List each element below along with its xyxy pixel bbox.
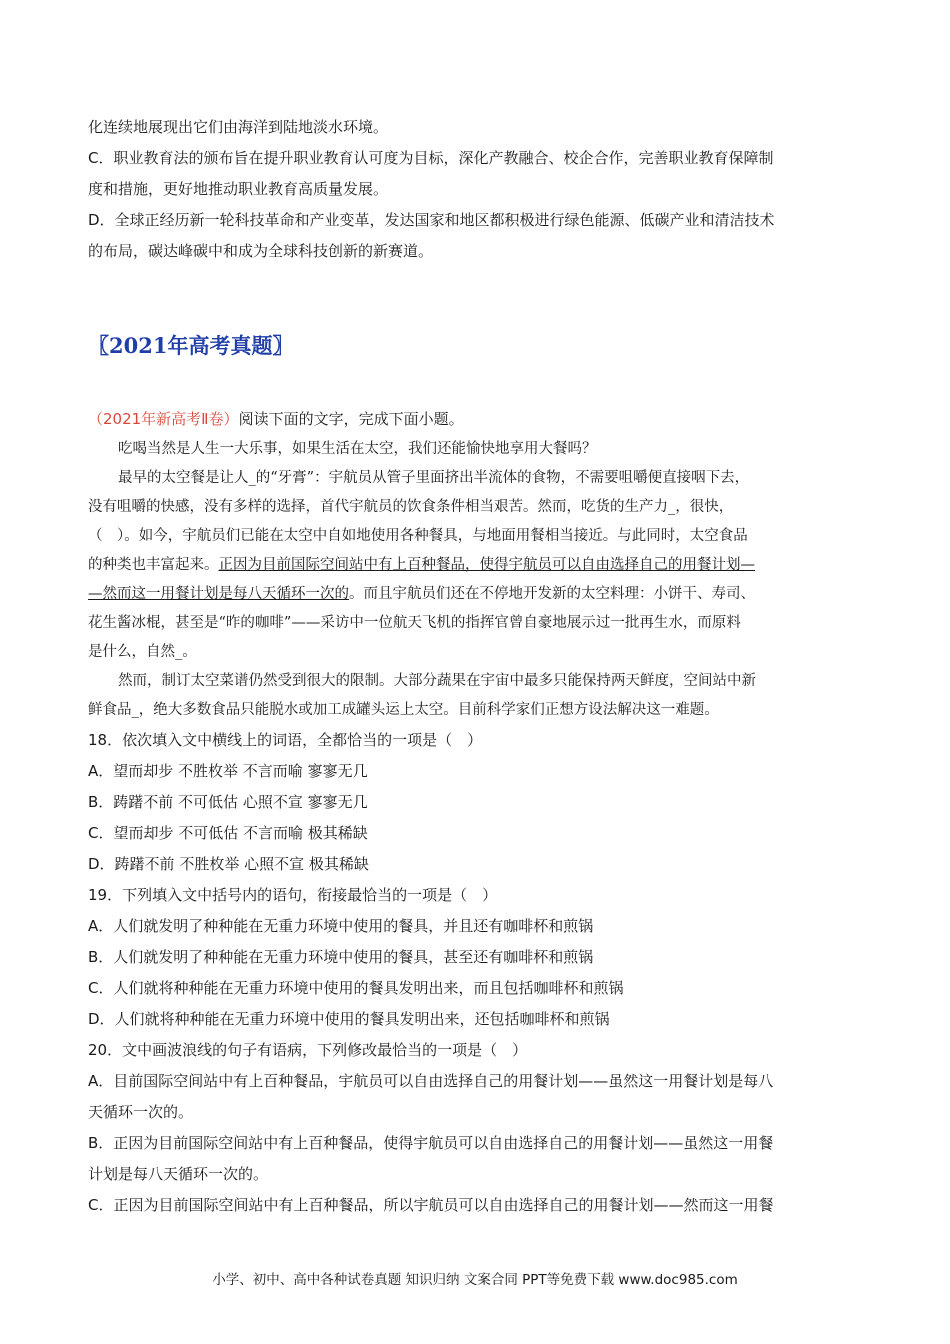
option-c-line1: C．职业教育法的颁布旨在提升职业教育认可度为目标，深化产教融合、校企合作，完善职业教育保障制: [88, 149, 774, 167]
option-d-line1: D．全球正经历新一轮科技革命和产业变革，发达国家和地区都积极进行绿色能源、低碳产业和清洁技术: [88, 211, 775, 229]
page-footer: 小学、初中、高中各种试卷真题 知识归纳 文案合同 PPT等免费下载 www.doc985.com: [212, 1272, 738, 1288]
option-d-line2: 的布局，碳达峰碳中和成为全球科技创新的新赛道。: [88, 242, 434, 260]
q18-option-c: C．望而却步 不可低估 不言而喻 极其稀缺: [88, 824, 368, 842]
q19-option-b: B．人们就发明了种种能在无重力环境中使用的餐具，甚至还有咖啡杯和煎锅: [88, 948, 594, 966]
q20-option-b-line2: 计划是每八天循环一次的。: [88, 1165, 269, 1183]
paragraph-2-line6: 花生酱冰棍，甚至是“昨的咖啡”——采访中一位航天飞机的指挥官曾自豪地展示过一批再生水，而原料: [88, 615, 741, 631]
question-intro: [88, 404, 860, 435]
exam-source: （2021年新高考Ⅱ卷）: [88, 410, 239, 428]
previous-question-options: [88, 112, 860, 267]
question-18: 18．依次填入文中横线上的词语，全都恰当的一项是（ ）: [88, 731, 483, 749]
q20-option-a-line1: A．目前国际空间站中有上百种餐品，宇航员可以自由选择自己的用餐计划——虽然这一用餐计划是每八: [88, 1072, 774, 1090]
question-passage: [88, 404, 860, 1221]
q18-option-a: A．望而却步 不胜枚举 不言而喻 寥寥无几: [88, 762, 368, 780]
option-b-continuation: 化连续地展现出它们由海洋到陆地淡水环境。: [88, 118, 389, 136]
question-19: 19．下列填入文中括号内的语句，衔接最恰当的一项是（ ）: [88, 886, 498, 904]
paragraph-3-line2: 鲜食品_，绝大多数食品只能脱水或加工成罐头运上太空。目前科学家们正想方设法解决这一难题。: [88, 702, 719, 718]
option-c-line2: 度和措施，更好地推动职业教育高质量发展。: [88, 180, 389, 198]
p2-line4-plain: 的种类也丰富起来。: [88, 557, 219, 573]
instruction: 阅读下面的文字，完成下面小题。: [238, 410, 464, 428]
q18-option-d: D．踌躇不前 不胜枚举 心照不宣 极其稀缺: [88, 855, 369, 873]
paragraph-3-line1: 然而，制订太空菜谱仍然受到很大的限制。大部分蔬果在宇宙中最多只能保持两天鲜度，空间站中新: [118, 673, 756, 689]
q19-option-c: C．人们就将种种能在无重力环境中使用的餐具发明出来，而且包括咖啡杯和煎锅: [88, 979, 624, 997]
paragraph-1: 吃喝当然是人生一大乐事，如果生活在太空，我们还能愉快地享用大餐吗？: [118, 441, 597, 457]
q20-option-b-line1: B．正因为目前国际空间站中有上百种餐品，使得宇航员可以自由选择自己的用餐计划——虽然这一用餐: [88, 1134, 774, 1152]
q20-option-a-line2: 天循环一次的。: [88, 1103, 194, 1121]
wavy-sentence-part1: 正因为目前国际空间站中有上百种餐品，使得宇航员可以自由选择自己的用餐计划—: [218, 557, 755, 573]
wavy-sentence-part2: —然而这一用餐计划是每八天循环一次的: [88, 586, 349, 602]
q20-option-c-line1: C．正因为目前国际空间站中有上百种餐品，所以宇航员可以自由选择自己的用餐计划——然而这一用餐: [88, 1196, 774, 1214]
q19-option-d: D．人们就将种种能在无重力环境中使用的餐具发明出来，还包括咖啡杯和煎锅: [88, 1010, 610, 1028]
section-heading: 〖2021年高考真题〗: [88, 333, 294, 358]
paragraph-2-line3: （ ）。如今，宇航员们已能在太空中自如地使用各种餐具，与地面用餐相当接近。与此同时，太空食品: [88, 528, 748, 544]
paragraph-2-line7: 是什么，自然_。: [88, 644, 197, 660]
p2-line5-plain: 。而且宇航员们还在不停地开发新的太空料理：小饼干、寿司、: [349, 586, 755, 602]
q18-option-b: B．踌躇不前 不可低估 心照不宣 寥寥无几: [88, 793, 368, 811]
paragraph-2-line2: 没有咀嚼的快感，没有多样的选择，首代宇航员的饮食条件相当艰苦。然而，吃货的生产力_，很快，: [88, 499, 734, 515]
paragraph-2-line4: [88, 551, 860, 580]
paragraph-2-line1: 最早的太空餐是让人_的“牙膏”：宇航员从管子里面挤出半流体的食物，不需要咀嚼便直接咽下去，: [118, 470, 750, 486]
q19-option-a: A．人们就发明了种种能在无重力环境中使用的餐具，并且还有咖啡杯和煎锅: [88, 917, 594, 935]
paragraph-2-line5: [88, 580, 860, 609]
question-20: 20．文中画波浪线的句子有语病，下列修改最恰当的一项是（ ）: [88, 1041, 528, 1059]
